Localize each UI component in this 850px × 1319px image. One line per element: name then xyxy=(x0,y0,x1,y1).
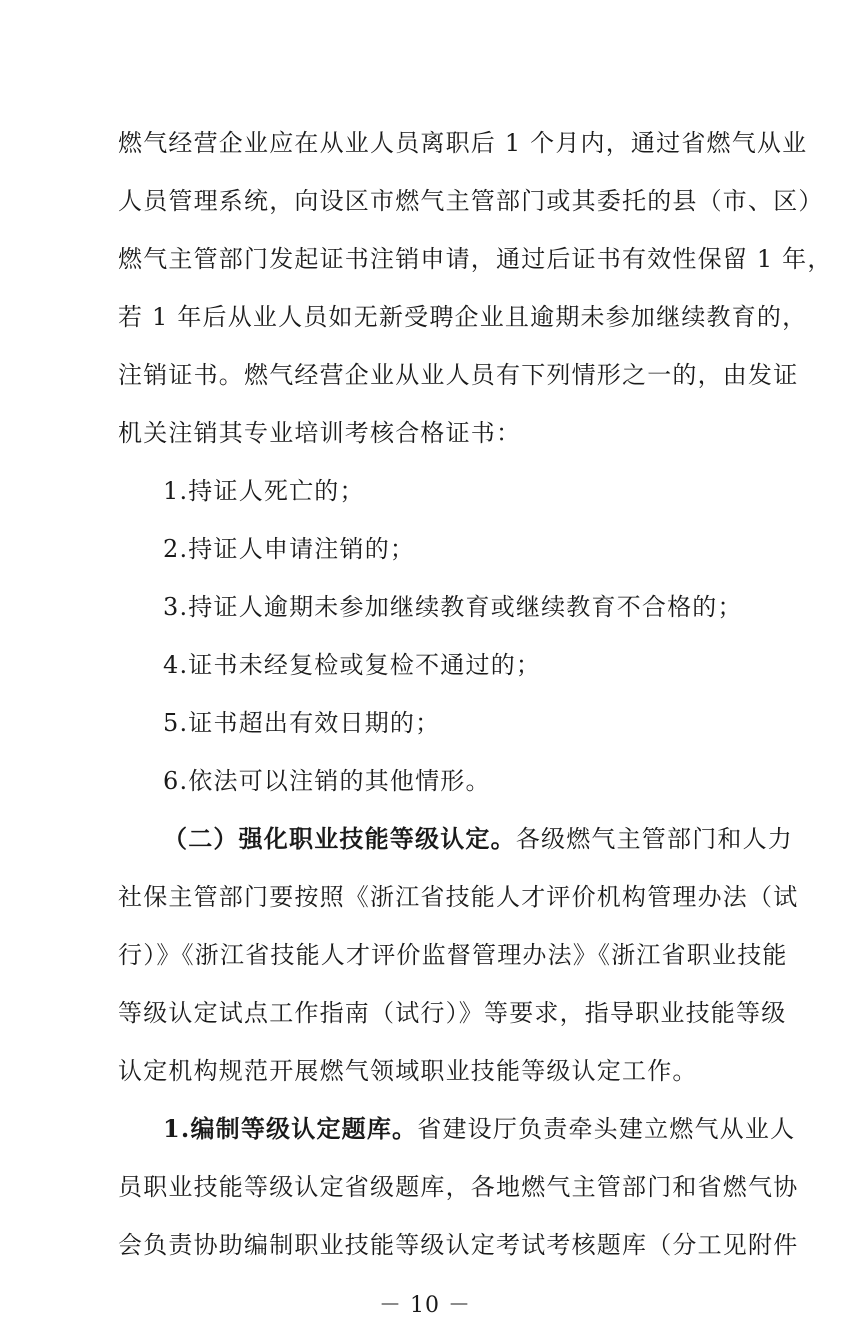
list-item: 6.依法可以注销的其他情形。 xyxy=(163,767,491,795)
paragraph-line: 注销证书。燃气经营企业从业人员有下列情形之一的，由发证 xyxy=(118,361,799,389)
list-item: 1.持证人死亡的； xyxy=(163,477,365,505)
paragraph-line: 会负责协助编制职业技能等级认定考试考核题库（分工见附件 xyxy=(118,1231,799,1259)
list-item: 5.证书超出有效日期的； xyxy=(163,709,441,737)
section-heading-rest: 各级燃气主管部门和人力 xyxy=(515,825,794,853)
paragraph-line: 员职业技能等级认定省级题库，各地燃气主管部门和省燃气协 xyxy=(118,1173,799,1201)
paragraph-line: 行）》《浙江省技能人才评价监督管理办法》《浙江省职业技能 xyxy=(118,941,788,969)
list-item: 4.证书未经复检或复检不通过的； xyxy=(163,651,542,679)
paragraph-line: 机关注销其专业培训考核合格证书： xyxy=(118,419,522,447)
subsection-heading-line xyxy=(163,1109,795,1149)
list-item: 2.持证人申请注销的； xyxy=(163,535,416,563)
page-number: － 10 － xyxy=(379,1293,471,1318)
paragraph-line: 人员管理系统，向设区市燃气主管部门或其委托的县（市、区） xyxy=(118,187,824,215)
subsection-heading: 1.编制等级认定题库。 xyxy=(163,1114,418,1143)
subsection-heading-rest: 省建设厅负责牵头建立燃气从业人 xyxy=(417,1115,796,1143)
section-heading-line xyxy=(163,819,793,859)
section-heading: （二）强化职业技能等级认定。 xyxy=(163,824,516,853)
list-item: 3.持证人逾期未参加继续教育或继续教育不合格的； xyxy=(163,593,743,621)
paragraph-line: 认定机构规范开展燃气领域职业技能等级认定工作。 xyxy=(118,1057,698,1085)
paragraph-line: 若 1 年后从业人员如无新受聘企业且逾期未参加继续教育的， xyxy=(118,303,808,331)
paragraph-line: 燃气经营企业应在从业人员离职后 1 个月内，通过省燃气从业 xyxy=(118,129,808,157)
paragraph-line: 社保主管部门要按照《浙江省技能人才评价机构管理办法（试 xyxy=(118,883,799,911)
paragraph-line: 等级认定试点工作指南（试行）》等要求，指导职业技能等级 xyxy=(118,999,787,1027)
paragraph-line: 燃气主管部门发起证书注销申请，通过后证书有效性保留 1 年， xyxy=(118,245,833,273)
